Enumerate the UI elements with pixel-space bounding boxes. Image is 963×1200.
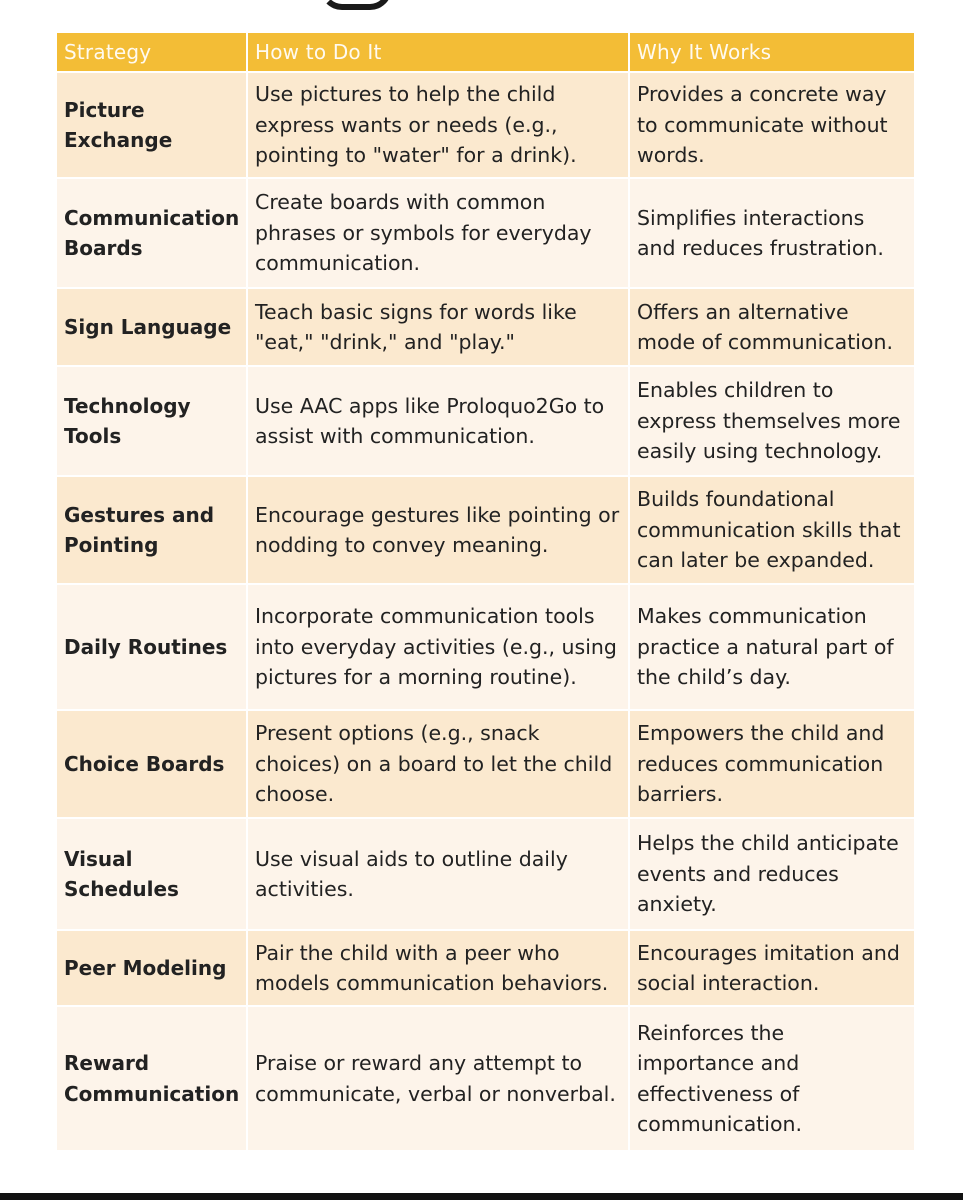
cell-why: Makes communication practice a natural part of the child’s day. <box>629 584 914 710</box>
cell-how: Pair the child with a peer who models communication behaviors. <box>247 930 629 1006</box>
cell-how: Use pictures to help the child express wants or needs (e.g., pointing to "water" for a drink). <box>247 72 629 178</box>
cell-how: Incorporate communication tools into everyday activities (e.g., using pictures for a morning routine). <box>247 584 629 710</box>
cell-strategy: Choice Boards <box>57 710 247 818</box>
cell-why: Enables children to express themselves more easily using technology. <box>629 366 914 476</box>
cell-why: Offers an alternative mode of communication. <box>629 288 914 366</box>
cell-how: Encourage gestures like pointing or nodding to convey meaning. <box>247 476 629 584</box>
table-header-row <box>57 33 914 72</box>
cell-how: Praise or reward any attempt to communicate, verbal or nonverbal. <box>247 1006 629 1150</box>
cell-how: Use visual aids to outline daily activities. <box>247 818 629 930</box>
cell-how: Present options (e.g., snack choices) on a board to let the child choose. <box>247 710 629 818</box>
table-row <box>57 366 914 476</box>
cell-strategy: Daily Routines <box>57 584 247 710</box>
cell-how: Use AAC apps like Proloquo2Go to assist with communication. <box>247 366 629 476</box>
cell-why: Reinforces the importance and effectiveness of communication. <box>629 1006 914 1150</box>
cell-why: Builds foundational communication skills that can later be expanded. <box>629 476 914 584</box>
cell-how: Teach basic signs for words like "eat," "drink," and "play." <box>247 288 629 366</box>
header-how-to-do-it: How to Do It <box>247 33 629 72</box>
cell-strategy: Sign Language <box>57 288 247 366</box>
header-why-it-works: Why It Works <box>629 33 914 72</box>
cell-strategy: Gestures and Pointing <box>57 476 247 584</box>
table-row <box>57 1006 914 1150</box>
header-strategy: Strategy <box>57 33 247 72</box>
cropped-title-fragment <box>320 0 392 10</box>
table-row <box>57 476 914 584</box>
cell-strategy: Peer Modeling <box>57 930 247 1006</box>
table-row <box>57 818 914 930</box>
table-row <box>57 584 914 710</box>
cell-how: Create boards with common phrases or symbols for everyday communication. <box>247 178 629 288</box>
cell-strategy: Technology Tools <box>57 366 247 476</box>
cell-strategy: Visual Schedules <box>57 818 247 930</box>
bottom-edge-bar <box>0 1193 963 1200</box>
cell-why: Helps the child anticipate events and reduces anxiety. <box>629 818 914 930</box>
table-row <box>57 72 914 178</box>
table-row <box>57 930 914 1006</box>
table-row <box>57 288 914 366</box>
cell-why: Simplifies interactions and reduces frustration. <box>629 178 914 288</box>
cell-why: Empowers the child and reduces communication barriers. <box>629 710 914 818</box>
table-row <box>57 178 914 288</box>
cell-strategy: Reward Communication <box>57 1006 247 1150</box>
strategy-table <box>57 33 914 1150</box>
table-row <box>57 710 914 818</box>
cell-why: Encourages imitation and social interaction. <box>629 930 914 1006</box>
cell-strategy: Communication Boards <box>57 178 247 288</box>
cell-why: Provides a concrete way to communicate without words. <box>629 72 914 178</box>
cell-strategy: Picture Exchange <box>57 72 247 178</box>
